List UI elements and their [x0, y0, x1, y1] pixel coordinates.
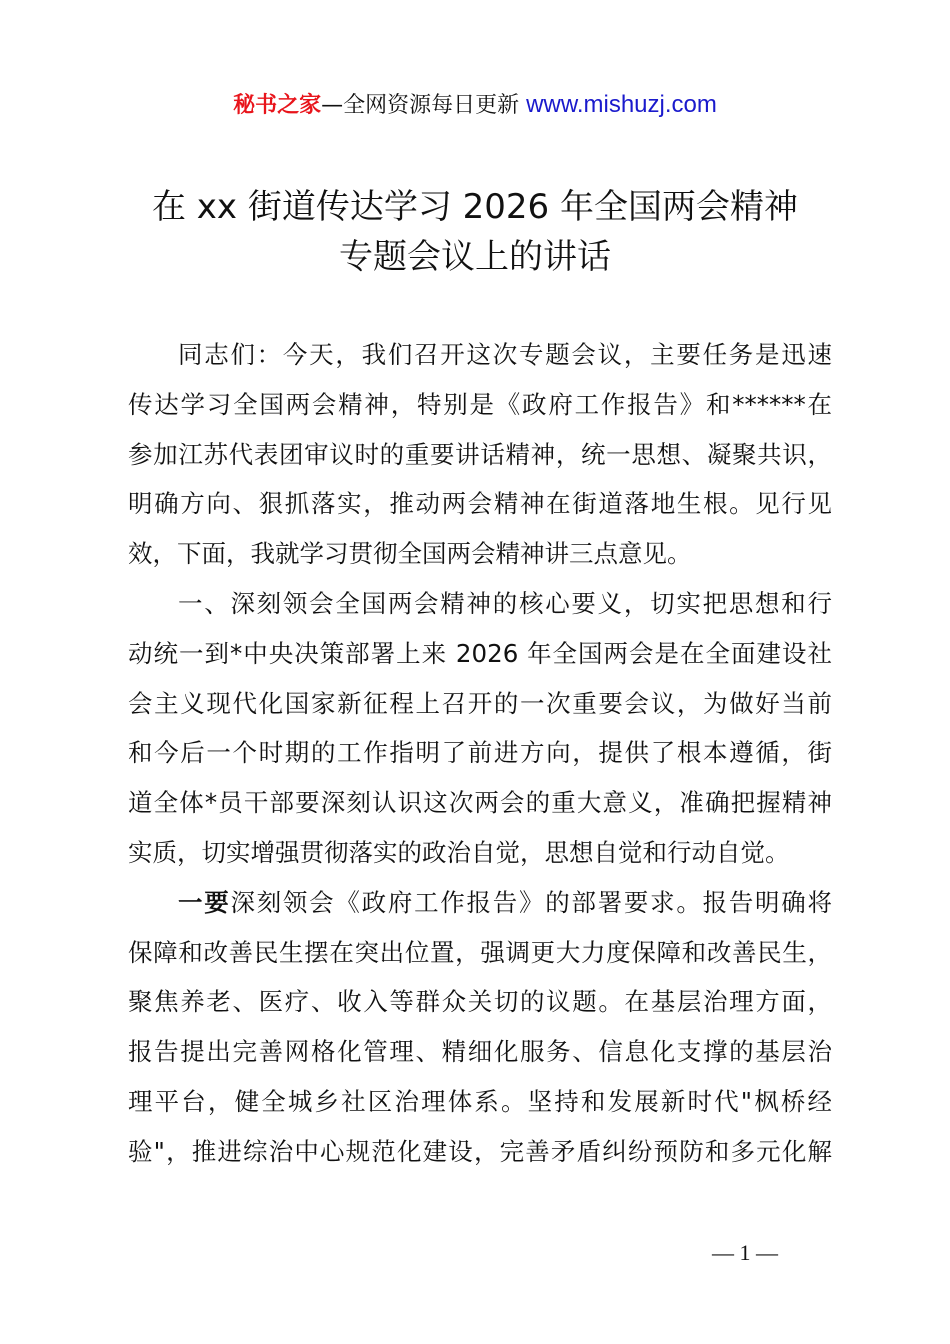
text-line-rest: 深刻领会《政府工作报告》的部署要求。报告明确将 [230, 887, 833, 917]
banner-tagline: —全网资源每日更新 [321, 93, 520, 118]
text-line: 验"，推进综治中心规范化建设，完善矛盾纠纷预防和多元化解 [128, 1136, 832, 1166]
page-number: — 1 — [712, 1240, 778, 1265]
section-heading-line: 一、深刻领会全国两会精神的核心要义，切实把思想和行 [178, 588, 832, 618]
banner-url[interactable]: www.mishuzj.com [526, 91, 717, 118]
text-line: 会主义现代化国家新征程上召开的一次重要会议，为做好当前 [128, 688, 832, 718]
text-line: 理平台，健全城乡社区治理体系。坚持和发展新时代"枫桥经 [128, 1086, 832, 1116]
bold-lead: 一要 [178, 887, 231, 917]
title-line-1: 在 xx 街道传达学习 2026 年全国两会精神 [152, 187, 798, 227]
text-line: 效，下面，我就学习贯彻全国两会精神讲三点意见。 [128, 539, 692, 569]
text-line: 参加江苏代表团审议时的重要讲话精神，统一思想、凝聚共识， [128, 439, 832, 469]
site-banner [0, 88, 950, 123]
text-line: 报告提出完善网格化管理、精细化服务、信息化支撑的基层治 [128, 1037, 832, 1067]
text-line: 实质，切实增强贯彻落实的政治自觉，思想自觉和行动自觉。 [128, 837, 790, 867]
text-line: 和今后一个时期的工作指明了前进方向，提供了根本遵循，街 [128, 738, 832, 768]
document-body [128, 332, 832, 1179]
text-line: 同志们：今天，我们召开这次专题会议，主要任务是迅速 [178, 340, 832, 369]
title-line-2: 专题会议上的讲话 [339, 237, 611, 277]
document-title [0, 182, 950, 282]
text-line: 道全体*员干部要深刻认识这次两会的重大意义，准确把握精神 [128, 788, 832, 818]
brand-name: 秘书之家 [233, 93, 322, 118]
text-line: 明确方向、狠抓落实，推动两会精神在街道落地生根。见行见 [128, 489, 832, 519]
text-line: 动统一到*中央决策部署上来 2026 年全国两会是在全面建设社 [128, 638, 832, 668]
text-line: 传达学习全国两会精神，特别是《政府工作报告》和******在 [128, 389, 832, 419]
text-line: 保障和改善民生摆在突出位置，强调更大力度保障和改善民生， [128, 937, 832, 967]
text-line: 聚焦养老、医疗、收入等群众关切的议题。在基层治理方面， [128, 987, 832, 1017]
text-line [128, 880, 832, 930]
